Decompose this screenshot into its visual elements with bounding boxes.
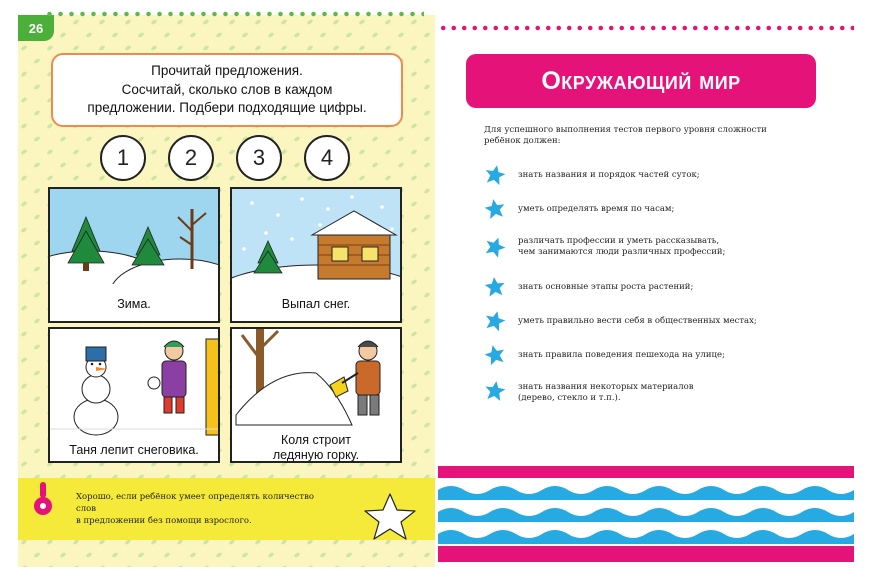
- number-circle-3: 3: [236, 135, 282, 181]
- star-icon: [484, 380, 506, 402]
- requirement-item: [484, 236, 824, 266]
- number-circle-2: 2: [168, 135, 214, 181]
- decorative-star-icon: [362, 492, 418, 542]
- number-circle-4: 4: [304, 135, 350, 181]
- picture-panel-snowman: [48, 327, 220, 463]
- panel-caption: Таня лепит снеговика.: [69, 443, 199, 457]
- requirement-item: [484, 198, 824, 228]
- star-icon: [484, 344, 506, 366]
- picture-panel-snow: [230, 187, 402, 323]
- page-number: 26: [18, 15, 54, 41]
- instruction-line: предложении. Подбери подходящие цифры.: [87, 100, 367, 116]
- star-icon: [484, 198, 506, 220]
- decorative-wave-band: [438, 466, 854, 562]
- section-title: Окружающий мир: [466, 54, 816, 108]
- panel-caption: Выпал снег.: [281, 297, 351, 311]
- star-icon: [484, 164, 506, 186]
- instruction-line: Прочитай предложения.: [151, 63, 303, 79]
- instruction-box: [51, 53, 403, 127]
- panel-caption: Зима.: [117, 297, 151, 311]
- requirement-text: различать профессии и уметь рассказывать,: [518, 236, 720, 246]
- requirement-item: [484, 164, 824, 194]
- requirement-item: [484, 276, 824, 306]
- number-circle-1: 1: [100, 135, 146, 181]
- intro-line: Для успешного выполнения тестов первого уровня сложности: [484, 125, 767, 135]
- star-icon: [484, 310, 506, 332]
- tip-line: Хорошо, если ребёнок умеет определять количество слов: [76, 492, 315, 514]
- requirement-text: знать правила поведения пешехода на улице;: [518, 350, 725, 360]
- number-circles: [100, 135, 360, 181]
- requirement-item: [484, 344, 824, 374]
- picture-panel-winter: [48, 187, 220, 323]
- requirement-item: [484, 310, 824, 340]
- left-dotted-border: [44, 10, 424, 18]
- requirement-item: [484, 380, 824, 410]
- requirement-text: чем занимаются люди различных профессий;: [518, 247, 726, 257]
- requirement-text: знать названия и порядок частей суток;: [518, 170, 700, 180]
- intro-text: [484, 125, 804, 147]
- panel-caption: ледяную горку.: [272, 448, 360, 462]
- tip-text: [76, 491, 336, 527]
- panel-caption: Коля строит: [280, 433, 352, 447]
- requirement-text: знать основные этапы роста растений;: [518, 282, 694, 292]
- requirement-text: уметь правильно вести себя в общественных местах;: [518, 316, 757, 326]
- right-dotted-border: [438, 24, 854, 32]
- picture-panel-slide: [230, 327, 402, 463]
- instruction-line: Сосчитай, сколько слов в каждом: [121, 81, 333, 97]
- requirement-text: (дерево, стекло и т.п.).: [518, 393, 621, 403]
- exclamation-icon: [30, 480, 56, 516]
- star-icon: [484, 236, 506, 258]
- requirement-text: уметь определять время по часам;: [518, 204, 675, 214]
- star-icon: [484, 276, 506, 298]
- wave-pattern: [438, 466, 854, 562]
- requirement-text: знать названия некоторых материалов: [518, 382, 694, 392]
- tip-line: в предложении без помощи взрослого.: [76, 516, 252, 526]
- intro-line: ребёнок должен:: [484, 136, 561, 146]
